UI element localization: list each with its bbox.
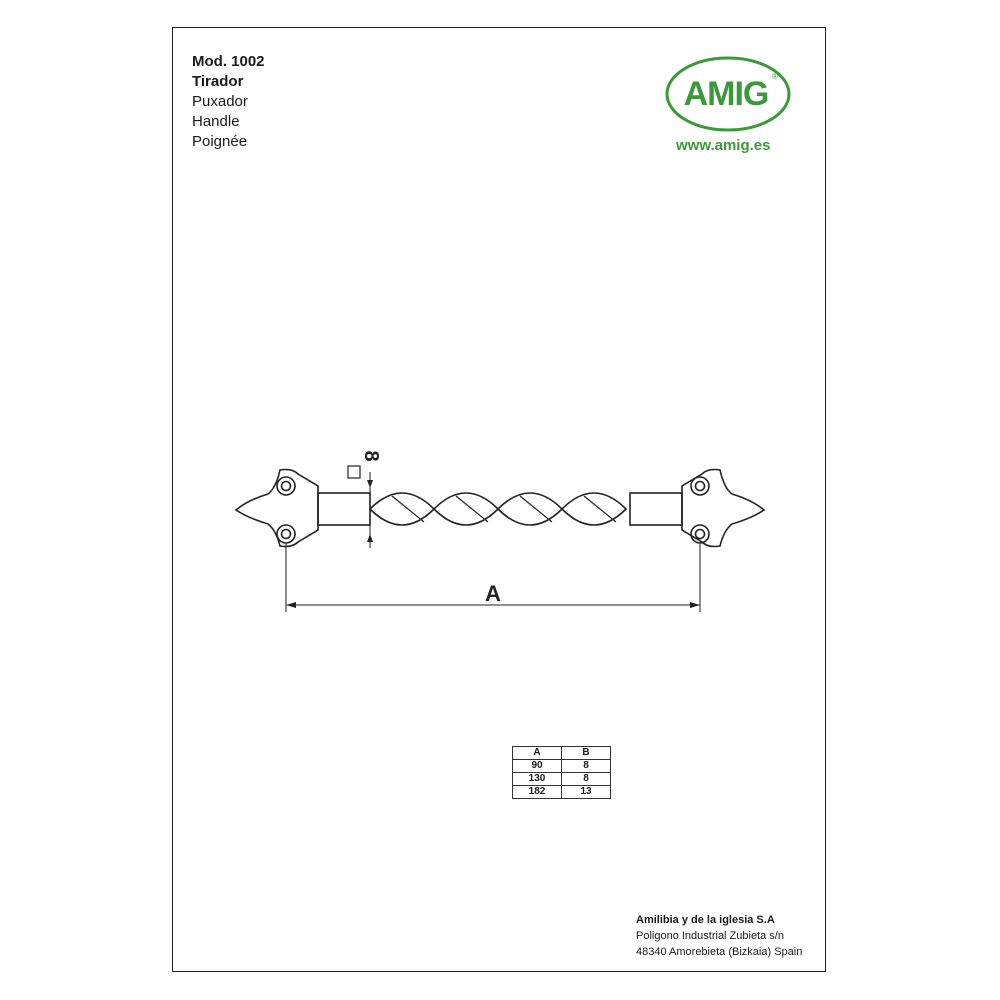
dim-a-label: A <box>485 581 501 606</box>
svg-text:®: ® <box>772 72 778 81</box>
handle-drawing <box>220 430 780 630</box>
table-header-a: A <box>513 747 562 760</box>
table-row <box>513 773 611 786</box>
table-cell: 13 <box>562 786 611 799</box>
table-cell: 90 <box>513 760 562 773</box>
amig-logo <box>664 55 792 133</box>
company-info <box>636 912 802 960</box>
product-name-en: Handle <box>192 113 240 130</box>
table-row <box>513 786 611 799</box>
title-block <box>192 52 265 152</box>
right-backplate <box>682 470 764 547</box>
svg-text:AMIG: AMIG <box>683 75 769 113</box>
table-cell: 182 <box>513 786 562 799</box>
product-name-fr: Poignée <box>192 133 248 150</box>
model-number: Mod. 1002 <box>192 53 265 70</box>
table-cell: 130 <box>513 773 562 786</box>
company-address-line1: Poligono Industrial Zubieta s/n <box>636 930 784 942</box>
company-address-line2: 48340 Amorebieta (Bizkaia) Spain <box>636 946 803 958</box>
dimensions-table <box>512 746 611 799</box>
table-header-b: B <box>562 747 611 760</box>
table-row <box>513 760 611 773</box>
product-name-pt: Puxador <box>192 93 248 110</box>
website-url[interactable]: www.amig.es <box>676 137 771 154</box>
table-header-row <box>513 747 611 760</box>
company-name: Amilibia y de la iglesia S.A <box>636 914 775 926</box>
dim-b-label: 8 <box>360 450 382 462</box>
table-cell: 8 <box>562 773 611 786</box>
product-name-es: Tirador <box>192 73 244 90</box>
table-cell: 8 <box>562 760 611 773</box>
